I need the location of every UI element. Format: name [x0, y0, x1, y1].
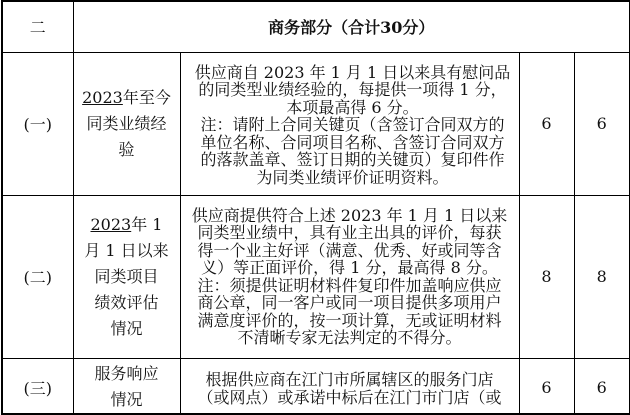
scoring-criteria: 根据供应商在江门市所属辖区的服务门店 （或网点）或承诺中标后在江门市门店（或 — [180, 358, 519, 415]
item-name: 服务响应 情况 — [73, 358, 180, 415]
score-value: 8 — [574, 195, 629, 358]
score-max: 8 — [519, 195, 574, 358]
section-number: 二 — [3, 2, 73, 52]
item-name — [73, 195, 180, 358]
table-row — [3, 195, 629, 358]
score-max: 6 — [519, 52, 574, 195]
item-name — [73, 52, 180, 195]
item-date: 2023 — [82, 87, 123, 107]
score-max: 6 — [519, 358, 574, 415]
item-lines: 年 1 月 1 日以来 同类项目 绩效评估 情况 — [84, 214, 169, 338]
score-value: 6 — [574, 358, 629, 415]
table-row — [3, 358, 629, 415]
row-number: (三) — [3, 358, 73, 415]
table-row — [3, 52, 629, 195]
scoring-table — [3, 2, 629, 415]
section-title: 商务部分（合计30分） — [73, 2, 629, 52]
item-lines: 年至今 同类业绩经 验 — [86, 87, 171, 159]
scoring-criteria: 供应商提供符合上述 2023 年 1 月 1 日以来 同类型业绩中，具有业主出具的评价，每获 得一个业主好评（满意、优秀、好或同等含 义）等正面评价，得 1 分，最高得 8 分。 注：须提供证明材料件复印件加盖响应供应 商公章，同一客户或同一项目提供多项用户 满意度评价的，按一项计算，无或证明材料 不清晰专家无法判定的不得分。 — [180, 195, 519, 358]
row-number: (一) — [3, 52, 73, 195]
scoring-criteria: 供应商自 2023 年 1 月 1 日以来具有慰问品 的同类型业绩经验的，每提供一项得 1 分， 本项最高得 6 分。 注：请附上合同关键页（含签订合同双方的 单位名称、合同项目名称、含签订合同双方 的落款盖章、签订日期的关键页）复印件作 为同类业绩评价证明资料。 — [180, 52, 519, 195]
row-number: (二) — [3, 195, 73, 358]
section-header-row — [3, 2, 629, 52]
scoring-table-frame — [1, 0, 630, 415]
item-date: 2023 — [90, 214, 132, 234]
score-value: 6 — [574, 52, 629, 195]
